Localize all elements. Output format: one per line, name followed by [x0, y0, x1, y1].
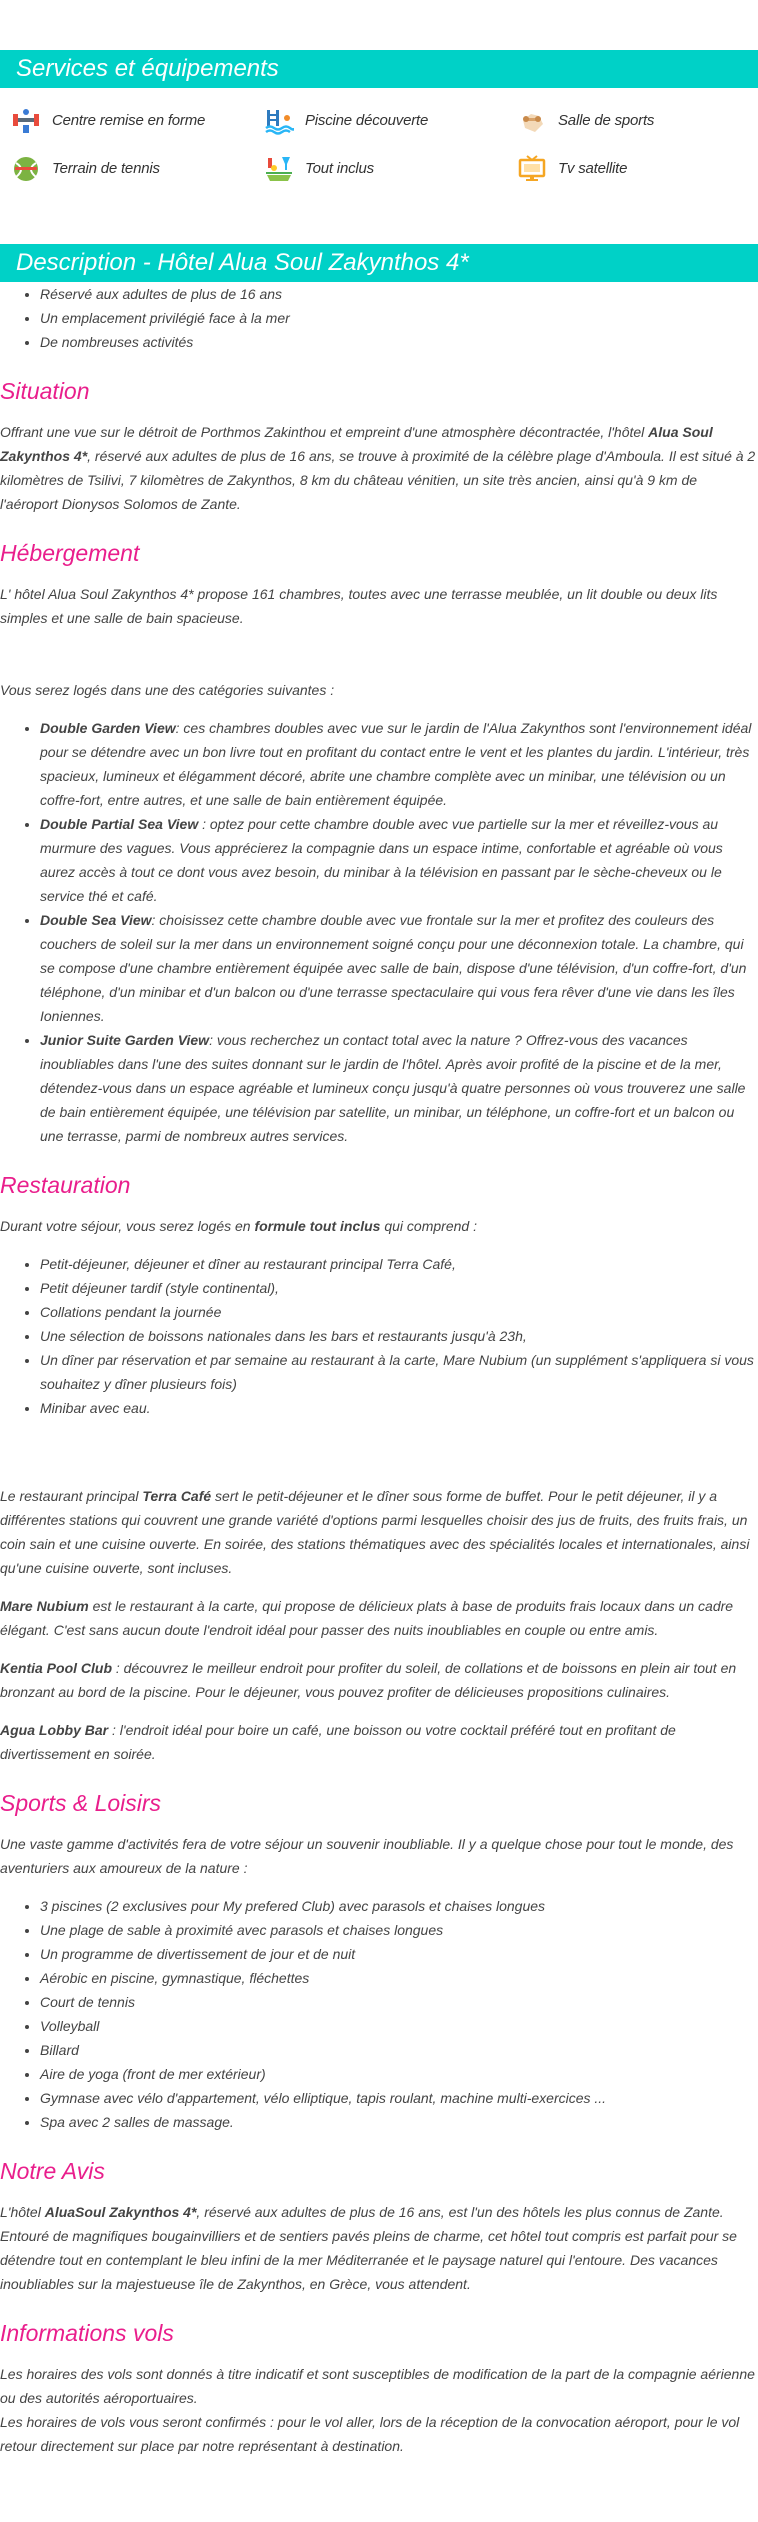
service-item-pool	[263, 104, 516, 138]
list-item: • De nombreuses activités	[40, 330, 758, 354]
rooms-list	[0, 716, 758, 1148]
room-text: : vous recherchez un contact total avec la nature ? Offrez-vous des vacances inoubliables dans l'une des suites donnant sur le jardin de l'hôtel. Après avoir profité de la piscine et de la mer, détendez-vous dans un espace agréable et lumineux conçu jusqu'à quatre personnes où vous trouverez une salle de bain entièrement équipée, une télévision par satellite, un minibar, un téléphone, un coffre-fort et un balcon ou une terrasse, parmi de nombreux autres services.	[40, 1032, 746, 1144]
room-text: : optez pour cette chambre double avec vue partielle sur la mer et réveillez-vous au murmure des vagues. Vous apprécierez la compagnie dans un espace intime, confortable et agréable où vous aurez accès à tout ce dont vous avez besoin, du minibar à la télévision en passant par le sèche-cheveux ou le service thé et café.	[40, 816, 723, 904]
restaurant-name: Agua Lobby Bar	[0, 1722, 109, 1738]
room-name: Double Garden View	[40, 720, 176, 736]
room-item	[40, 812, 758, 908]
text-fragment: Le restaurant principal	[0, 1488, 143, 1504]
situation-heading: Situation	[0, 378, 90, 404]
sports-list	[0, 1894, 758, 2134]
list-item: • Un dîner par réservation et par semaine au restaurant à la carte, Mare Nubium (un supplément s'appliquera si vous souhaitez y dîner plusieurs fois)	[40, 1348, 758, 1396]
service-label: Centre remise en forme	[52, 112, 206, 129]
hebergement-intro: L' hôtel Alua Soul Zakynthos 4* propose 161 chambres, toutes avec une terrasse meublée, un lit double ou deux lits simples et une salle de bain spacieuse.	[0, 586, 718, 626]
avis-heading: Notre Avis	[0, 2158, 105, 2184]
service-label: Piscine découverte	[305, 112, 429, 129]
room-text: : ces chambres doubles avec vue sur le jardin de l'Alua Zakynthos sont l'environnement idéal pour se détendre avec un bon livre tout en profitant du contact entre le vent et les plantes du jardin. L'intérieur, très spacieux, lumineux et élégamment décoré, abrite une chambre complète avec un minibar, une télévision ou un coffre-fort, entre autres, et une salle de bain entièrement équipée.	[40, 720, 752, 808]
avis-text	[0, 2200, 758, 2296]
service-item-tennis	[10, 152, 263, 186]
mare-nubium-text	[0, 1594, 758, 1642]
room-text: : choisissez cette chambre double avec vue frontale sur la mer et profitez des couleurs des couchers de soleil sur la mer dans un environnement soigné conçu pour une déconnexion totale. La chambre, qui se compose d'une chambre entièrement équipée avec salle de bain, dispose d'une télévision, d'un coffre-fort, d'un téléphone, d'un minibar et d'un balcon ou d'une terrasse spectaculaire qui vous fera rêver d'une vie dans les îles Ioniennes.	[40, 912, 747, 1024]
service-label: Tout inclus	[305, 160, 374, 177]
agua-lobby-text	[0, 1718, 758, 1766]
service-item-tv	[516, 152, 748, 186]
restauration-intro	[0, 1214, 758, 1238]
spacer	[0, 630, 758, 678]
list-item: • Minibar avec eau.	[40, 1396, 758, 1420]
list-item: • Collations pendant la journée	[40, 1300, 758, 1324]
categories-intro: Vous serez logés dans une des catégories suivantes :	[0, 682, 335, 698]
text-fragment: L'hôtel	[0, 2204, 45, 2220]
list-item: • Gymnase avec vélo d'appartement, vélo elliptique, tapis roulant, machine multi-exercices ...	[40, 2086, 758, 2110]
text-fragment: : découvrez le meilleur endroit pour profiter du soleil, de collations et de boissons en plein air tout en bronzant au bord de la piscine. Pour le déjeuner, vous pouvez profiter de délicieuses propositions culinaires.	[0, 1660, 737, 1700]
list-item: • Spa avec 2 salles de massage.	[40, 2110, 758, 2134]
list-item: • Aérobic en piscine, gymnastique, fléchettes	[40, 1966, 758, 1990]
highlights-list	[0, 282, 758, 354]
list-item: • Court de tennis	[40, 1990, 758, 2014]
room-name: Double Partial Sea View	[40, 816, 199, 832]
restaurant-name: Mare Nubium	[0, 1598, 89, 1614]
spacer	[0, 1420, 758, 1484]
infos-heading: Informations vols	[0, 2320, 174, 2346]
list-item: • Un programme de divertissement de jour et de nuit	[40, 1942, 758, 1966]
situation-text	[0, 420, 758, 516]
list-item: • Réservé aux adultes de plus de 16 ans	[40, 282, 758, 306]
restauration-heading: Restauration	[0, 1172, 131, 1198]
text-fragment: sert le petit-déjeuner et le dîner sous forme de buffet. Pour le petit déjeuner, il y a différentes stations qui couvrent une grande variété d'options parmi lesquelles choisir des jus de fruits, des fruits frais, un coin sain et une cuisine ouverte. En soirée, des stations thématiques avec des spécialités locales et internationales, ainsi qu'une cuisine ouverte, sont incluses.	[0, 1488, 750, 1576]
services-grid	[0, 88, 758, 186]
list-item: • Petit déjeuner tardif (style continental),	[40, 1276, 758, 1300]
description-banner: Description - Hôtel Alua Soul Zakynthos 4*	[0, 244, 758, 282]
service-item-fitness	[10, 104, 263, 138]
hebergement-heading: Hébergement	[0, 540, 140, 566]
sports-intro: Une vaste gamme d'activités fera de votre séjour un souvenir inoubliable. Il y a quelque chose pour tout le monde, des aventuriers aux amoureux de la nature :	[0, 1836, 734, 1876]
text-fragment: : l'endroit idéal pour boire un café, une boisson ou votre cocktail préféré tout en profitant de divertissement en soirée.	[0, 1722, 676, 1762]
kentia-pool-text	[0, 1656, 758, 1704]
room-name: Double Sea View	[40, 912, 152, 928]
service-label: Terrain de tennis	[52, 160, 160, 177]
service-item-all-inclusive	[263, 152, 516, 186]
restauration-list	[0, 1252, 758, 1420]
list-item: • Billard	[40, 2038, 758, 2062]
list-item: • Aire de yoga (front de mer extérieur)	[40, 2062, 758, 2086]
hotel-name: AluaSoul Zakynthos 4*	[44, 2204, 197, 2220]
terra-cafe-text	[0, 1484, 758, 1580]
pool-icon	[263, 105, 295, 137]
gym-icon	[516, 105, 548, 137]
room-name: Junior Suite Garden View	[40, 1032, 210, 1048]
tennis-icon	[10, 153, 42, 185]
services-banner: Services et équipements	[0, 50, 758, 88]
text-fragment: qui comprend :	[380, 1218, 477, 1234]
service-label: Salle de sports	[558, 112, 655, 129]
room-item	[40, 1028, 758, 1148]
sports-heading: Sports & Loisirs	[0, 1790, 162, 1816]
text-fragment: , réservé aux adultes de plus de 16 ans, se trouve à proximité de la célèbre plage d'Amboula. Il est situé à 2 kilomètres de Tsilivi, 7 kilomètres de Zakynthos, 8 km du château vénitien, un site très ancien, ainsi qu'à 9 km de l'aéroport Dionysos Solomos de Zante.	[0, 448, 756, 512]
hotel-page	[0, 50, 758, 2468]
service-label: Tv satellite	[558, 160, 628, 177]
text-fragment: est le restaurant à la carte, qui propose de délicieux plats à base de produits frais locaux dans un cadre élégant. C'est sans aucun doute l'endroit idéal pour passer des nuits inoubliables en couple ou entre amis.	[0, 1598, 734, 1638]
list-item: • Petit-déjeuner, déjeuner et dîner au restaurant principal Terra Café,	[40, 1252, 758, 1276]
all-inclusive-icon	[263, 153, 295, 185]
service-item-gym	[516, 104, 748, 138]
formula-name: formule tout inclus	[254, 1218, 381, 1234]
restaurant-name: Terra Café	[142, 1488, 212, 1504]
text-fragment: Offrant une vue sur le détroit de Porthmos Zakinthou et empreint d'une atmosphère décontractée, l'hôtel	[0, 424, 649, 440]
hotel-name: Alua Soul Zakynthos 4*	[0, 424, 713, 464]
list-item: • 3 piscines (2 exclusives pour My prefered Club) avec parasols et chaises longues	[40, 1894, 758, 1918]
list-item: • Une sélection de boissons nationales dans les bars et restaurants jusqu'à 23h,	[40, 1324, 758, 1348]
text-fragment: , réservé aux adultes de plus de 16 ans, est l'un des hôtels les plus connus de Zante. Entouré de magnifiques bougainvilliers et de sentiers pavés pleins de charme, cet hôtel tout compris est parfait pour se détendre tout en contemplant le bleu infini de la mer Méditerranée et le paysage naturel qui l'entoure. Des vacances inoubliables sur la majestueuse île de Zakynthos, en Grèce, vous attendent.	[0, 2204, 737, 2292]
text-fragment: Durant votre séjour, vous serez logés en	[0, 1218, 255, 1234]
room-item	[40, 908, 758, 1028]
room-item	[40, 716, 758, 812]
list-item: • Une plage de sable à proximité avec parasols et chaises longues	[40, 1918, 758, 1942]
infos-line-1: Les horaires des vols sont donnés à titre indicatif et sont susceptibles de modification de la part de la compagnie aérienne ou des autorités aéroportuaires.	[0, 2366, 755, 2406]
fitness-icon	[10, 105, 42, 137]
infos-line-2: Les horaires de vols vous seront confirmés : pour le vol aller, lors de la réception de la convocation aéroport, pour le vol retour directement sur place par notre représentant à destination.	[0, 2414, 740, 2454]
list-item: • Un emplacement privilégié face à la mer	[40, 306, 758, 330]
list-item: • Volleyball	[40, 2014, 758, 2038]
restaurant-name: Kentia Pool Club	[0, 1660, 112, 1676]
tv-icon	[516, 153, 548, 185]
